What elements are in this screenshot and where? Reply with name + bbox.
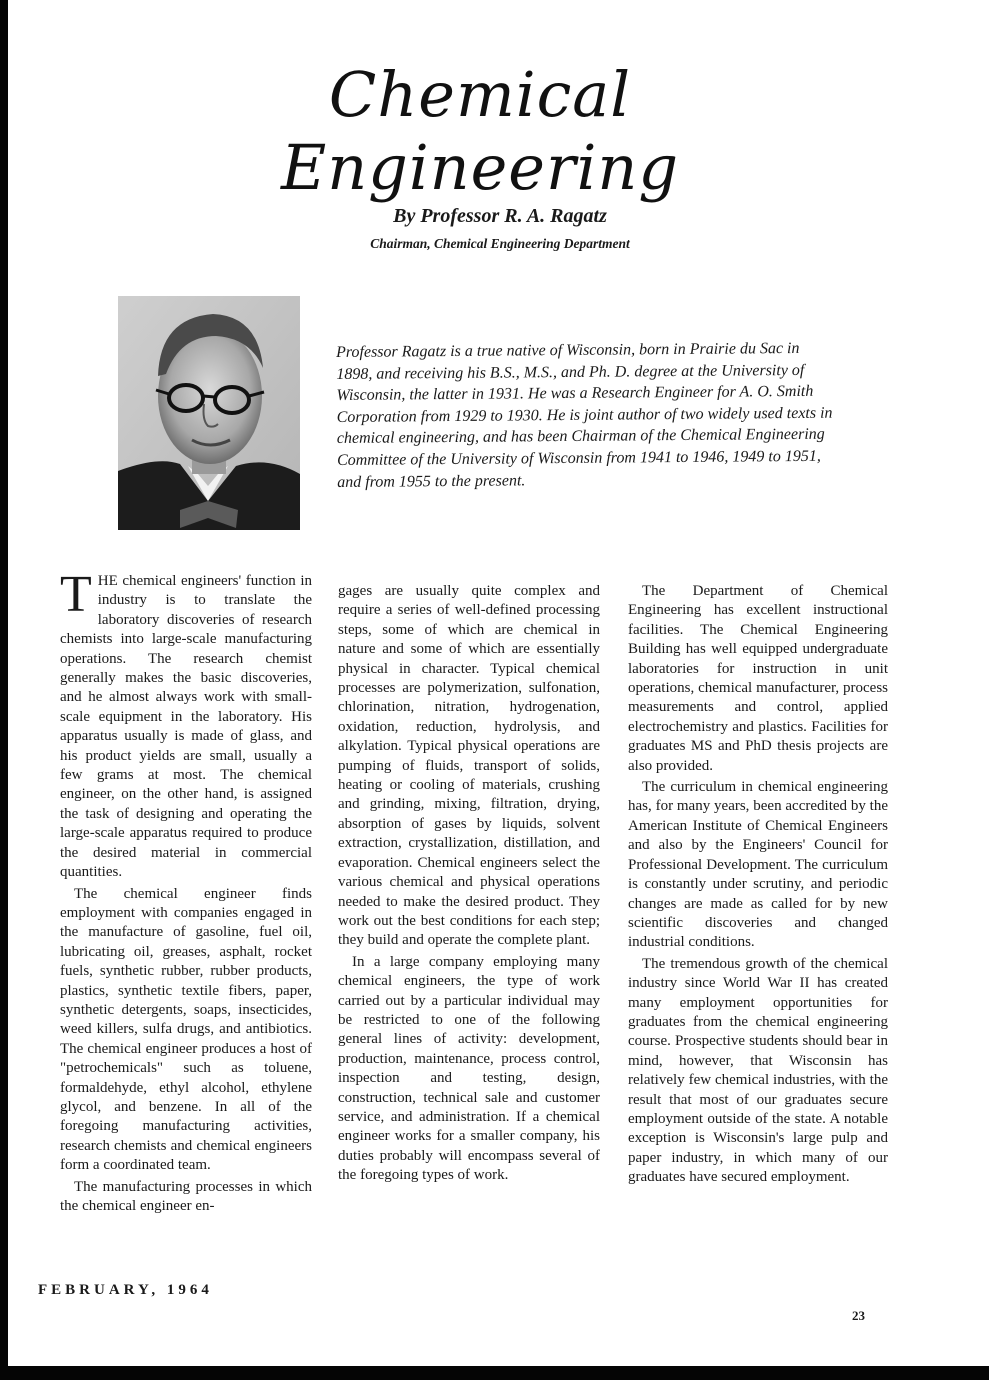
author-affiliation: Chairman, Chemical Engineering Department xyxy=(370,236,630,251)
scan-edge-left xyxy=(0,0,8,1380)
author-portrait-photo xyxy=(118,296,300,530)
drop-cap: T xyxy=(60,566,92,623)
article-paragraph-text: HE chemical engineers' function in industry is to translate the laboratory discoveries of research chemists into large-scale manufacturing operations. The research chemist generally makes the basic discoveries, and he almost always work with small-scale equipment in the laboratory. His apparatus usually is made of glass, and his product yields are small, usually a few grams at most. The chemical engineer, on the other hand, is assigned the task of designing and operating the large-scale apparatus required to produce the desired material in commercial quantities. xyxy=(60,573,312,881)
article-column-3 xyxy=(628,582,888,1188)
article-paragraph: The manufacturing processes in which the chemical engineer en- xyxy=(60,1178,312,1214)
article-paragraph xyxy=(60,566,312,883)
article-column-1 xyxy=(60,566,312,1216)
article-column-2 xyxy=(338,582,600,1186)
article-paragraph: The tremendous growth of the chemical industry since World War II has created many employment opportunities for graduates from the chemical engineering course. Prospective students should bear in mind, however, that Wisconsin has relatively few chemical industries, with the result that most of our graduates secure employment outside of the state. A notable exception is Wisconsin's large pulp and paper industry, in which many of our graduates have secured employment. xyxy=(628,955,888,1186)
issue-date: FEBRUARY, 1964 xyxy=(38,1282,213,1298)
author-byline: By Professor R. A. Ragatz xyxy=(393,205,607,227)
scan-edge-bottom xyxy=(0,1366,989,1380)
page-number: 23 xyxy=(852,1308,865,1323)
article-paragraph: The Department of Chemical Engineering has excellent instructional facilities. The Chemical Engineering Building has well equipped undergraduate laboratories for instruction in unit operations, chemical manufacturer, process measurements and control, applied electrochemistry and plastics. Facilities for graduates MS and PhD thesis projects are also provided. xyxy=(628,583,888,774)
article-title: Chemical Engineering xyxy=(280,58,680,204)
author-bio: Professor Ragatz is a true native of Wisconsin, born in Prairie du Sac in 1898, and receiving his B.S., M.S., and Ph. D. degree at the University of Wisconsin, the latter in 1931. He was a Research Engineer for A. O. Smith Corporation from 1929 to 1930. He is joint author of two widely used texts in chemical engineering, and has been Chairman of the Chemical Engineering Committee of the University of Wisconsin from 1941 to 1946, 1949 to 1951, and from 1955 to the present. xyxy=(336,339,833,491)
article-paragraph: The chemical engineer finds employment with companies engaged in the manufacture of gasoline, fuel oil, lubricating oil, greases, asphalt, rocket fuels, synthetic rubber, rubber products, plastics, synthetic textile fibers, paper, synthetic detergents, soaps, insecticides, weed killers, sulfa drugs, and antibiotics. The chemical engineer produces a host of "petrochemicals" such as toluene, formaldehyde, ethyl alcohol, ethylene glycol, and benzene. In all of the foregoing manufacturing activities, research chemists and chemical engineers form a coordinated team. xyxy=(60,885,312,1174)
article-paragraph: The curriculum in chemical engineering has, for many years, been accredited by the American Institute of Chemical Engineers and also by the Engineers' Council for Professional Development. The curriculum is constantly under scrutiny, and periodic changes are made as called for by new scientific discoveries and changed industrial conditions. xyxy=(628,779,888,951)
article-paragraph: In a large company employing many chemical engineers, the type of work carried out by a particular individual may be restricted to one of the following general lines of activity: development, production, maintenance, process control, inspection and testing, design, construction, technical sale and customer service, and administration. If a chemical engineer works for a smaller company, his duties probably will encompass several of the foregoing types of work. xyxy=(338,953,600,1184)
article-paragraph: gages are usually quite complex and require a series of well-defined processing steps, some of which are chemical in nature and some of which are essentially physical in character. Typical chemical processes are polymerization, sulfonation, chlorination, nitration, hydrogenation, oxidation, reduction, hydrolysis, and alkylation. Typical physical operations are pumping of fluids, transport of solids, heating or cooling of materials, crushing and grinding, mixing, filtration, drying, absorption of gases by liquids, solvent extraction, crystallization, distillation, and evaporation. Chemical engineers select the various chemical and physical operations needed to make the desired product. They work out the best conditions for each step; they build and operate the complete plant. xyxy=(338,583,600,949)
